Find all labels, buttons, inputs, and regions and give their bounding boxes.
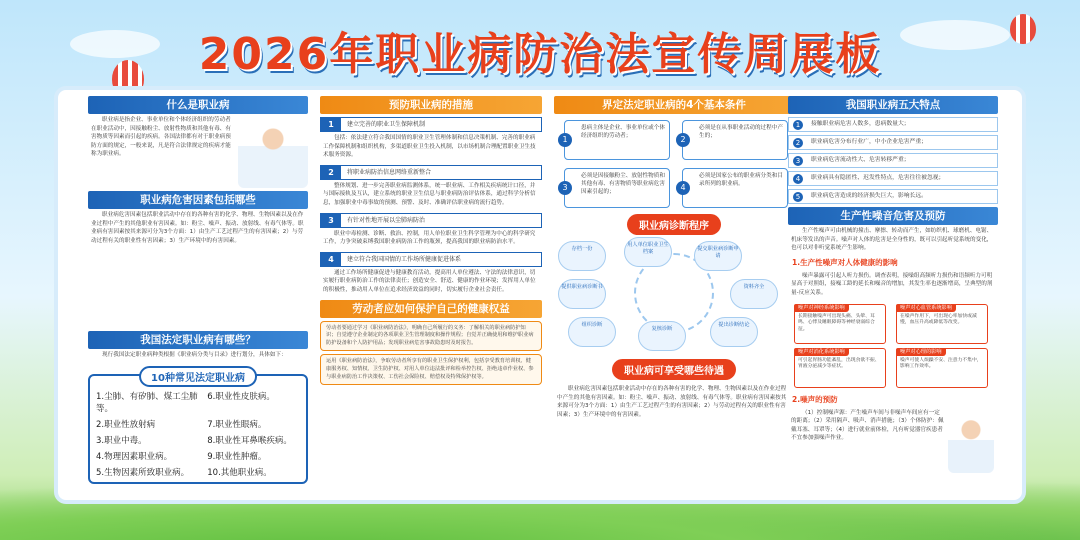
measure-item [320, 213, 542, 228]
condition-number: 1 [558, 133, 572, 147]
section-text: 噪声暴露可引起人听力损伤。调查表明，接噪组高频听力损伤和语频听力可明显高于对照组，接噪工龄的延长和噪音的增加，其发生率也逐渐增高，呈典型的剂量-反应关系。 [791, 272, 993, 296]
column-4 [788, 96, 998, 473]
measure-text: 职业中毒检测、诊断、救治、控制，用人单位职业卫生科学管理为中心的科学研究工作，力争突破束缚我国职业病防治工作的瓶颈，提高我国的职业病防治水平。 [323, 230, 536, 246]
feature-text: 接触职业病危害人数多，患病数量大； [811, 121, 910, 127]
section-header: 我国职业病五大特点 [788, 96, 998, 114]
feature-text: 职业病危害分布行业广，中小企业危害严重； [811, 139, 927, 145]
section-header: 我国法定职业病有哪些？ [88, 331, 308, 349]
section-text: 现行我国法定职业病种类根据《职业病分类与目录》进行划分，具体如下： [102, 352, 287, 358]
noise-effect-text: 在噪声作用下，可出现心率加快或减慢，血压升高或降低等改变。 [900, 313, 977, 326]
noise-effect-box [794, 304, 886, 344]
noise-effect-title: 噪声对神经系统影响 [794, 304, 849, 313]
condition-text: 必须是国家公布的职业病分类和目录所列的职业病。 [699, 173, 783, 187]
flow-step: 复核诊断 [638, 321, 686, 351]
list-item: 3.职业中毒。 [96, 435, 147, 446]
feature-item [788, 135, 998, 150]
feature-number: 1 [793, 120, 803, 130]
list-item: 9.职业性肿瘤。 [207, 451, 267, 462]
noise-effect-box [794, 348, 886, 388]
measure-text: 包括：依法建立符合我国国情的职业卫生管理体制和信息决策机制、完善的职业病工作保障机制和组织机构，多渠道职业卫生投入机制，以市场机制合理配置职业卫生技术服务资源。 [323, 135, 536, 159]
section-pill: 职业病诊断程序 [627, 214, 721, 235]
measure-number: 2 [321, 165, 341, 180]
noise-effect-text: 可引起胃肠功能紊乱，出现食欲不振、胃液分泌减少等症状。 [798, 357, 880, 370]
section-header: 职业病危害因素包括哪些 [88, 191, 308, 209]
noise-prevention-text: （1）控制噪声源：产生噪声车间与非噪声车间应有一定的距离；（2）采用隔声、吸声、消声措施；（3）个体防护：佩戴耳塞、耳罩等；（4）进行就业前体检，凡有听觉器官疾患者不宜参加强噪声作业。 [791, 409, 944, 442]
section-header: 生产性噪音危害及预防 [788, 207, 998, 225]
feature-item [788, 117, 998, 132]
flow-step: 存档一份 [558, 241, 606, 271]
section-text: 职业病危害因素包括职业活动中存在的各种有害的化学、物理、生物因素以及在作业过程中产生的其他职业有害因素。如：粉尘、噪声、振动、放射线、有毒气体等。职业病有害因素按其来源可分为3个方面：1）由生产工艺过程产生的有害因素；2）与劳动过程有关的职业性有害因素；3）生产环境中的有害因素。 [91, 212, 304, 244]
list-item: 4.物理因素职业病。 [96, 451, 173, 462]
condition-item [564, 120, 670, 160]
feature-number: 5 [793, 192, 803, 202]
condition-number: 2 [676, 133, 690, 147]
feature-item [788, 189, 998, 204]
column-1 [88, 96, 308, 484]
section-text: 职业病危害因素包括职业活动中存在的各种有害的化学、物理、生物因素以及在作业过程中产生的其他有害因素。如：粉尘、噪声、振动、放射线、有毒气体等。职业病有害因素按其来源可分为3个方面：1）由生产工艺过程产生的有害因素；2）与劳动过程有关的职业性有害因素；3）生产环境中的有害因素。 [557, 386, 787, 418]
flow-step: 资料齐全 [730, 279, 778, 309]
diagnosis-flow [554, 235, 794, 355]
noise-effect-box [896, 348, 988, 388]
worker-rights-box: 运用《职业病防治法》，争取劳动者所享有的职业卫生保护权利，包括享受教育培训权、健康服务权、知情权、卫生防护权、对用人单位违法批评和检举控告权、拒绝违章作业权、参与职业病防治工作决策权、工伤社会保险权、赔偿权及特殊保护权等。 [320, 354, 542, 385]
feature-item [788, 171, 998, 186]
list-item: 1.尘肺、有矽肺、煤工尘肺等。 [96, 391, 198, 414]
condition-item [682, 168, 788, 208]
column-3 [554, 96, 794, 421]
condition-text: 必须是因接触粉尘、放射性物质和其他有毒、有害物质等职业病危害因素引起的； [581, 173, 665, 195]
measure-number: 4 [321, 252, 341, 267]
noise-effect-title: 噪声对心理的影响 [896, 348, 946, 357]
feature-number: 4 [793, 174, 803, 184]
feature-number: 3 [793, 156, 803, 166]
worker-duties-box: 劳动者要通过学习《职业病防治法》，明确自己所履行的义务：了解相关的职业病防护知识；自觉遵守企业制定的各项职业卫生管理制度和操作规程；自觉并正确使用和维护职业病防护设备和个人防护用品；发现职业病危害事故隐患时及时报告。 [320, 321, 542, 352]
feature-number: 2 [793, 138, 803, 148]
measure-label: 建立完善的职业卫生保障机制 [347, 121, 426, 128]
measure-label: 有针对性地开展以尘肺病防治 [347, 216, 426, 224]
noise-effect-text: 噪声可使人烦躁不安、注意力不集中，影响工作效率。 [900, 357, 982, 370]
list-item: 10.其他职业病。 [207, 467, 272, 478]
flow-step: 提交职业病诊断申请 [694, 241, 742, 271]
occupational-disease-list [88, 374, 308, 484]
conditions-grid [554, 114, 794, 214]
list-item: 7.职业性眼病。 [207, 419, 267, 430]
section-pill: 职业病可享受哪些待遇 [612, 359, 736, 380]
subsection-title: 1.生产性噪声对人体健康的影响 [792, 257, 898, 267]
measure-item [320, 165, 542, 180]
condition-number: 3 [558, 181, 572, 195]
measure-label: 将职业病防治信息网络重新整合 [347, 168, 432, 176]
subsection-title: 2.噪声的预防 [792, 394, 838, 404]
section-header: 界定法定职业病的4个基本条件 [554, 96, 794, 114]
feature-text: 职业病危害流动性大、危害转移严重； [811, 157, 910, 163]
doctor-illustration-icon [238, 118, 308, 188]
condition-text: 患病主体是企业、事业单位或个体经济组织的劳动者； [581, 125, 665, 139]
noise-effect-box [896, 304, 988, 344]
feature-item [788, 153, 998, 168]
list-item: 2.职业性放射病 [96, 419, 156, 430]
feature-text: 职业病危害造成的经济损失巨大，影响长远。 [811, 193, 927, 199]
section-text: 生产性噪声可由机械的撞击、摩擦、转动而产生，如纺织机、球磨机、电锯、机床等发出的声音。噪声对人体的危害是全身性的，既可以引起听觉系统的变化，也可以对非听觉系统产生影响。 [791, 228, 993, 252]
list-item: 5.生物因素所致职业病。 [96, 467, 190, 478]
measure-item [320, 117, 542, 132]
noise-effects-grid [788, 300, 998, 392]
page-title: 2026年职业病防治法宣传周展板 [198, 29, 882, 80]
feature-text: 职业病具有隐匿性、迟发性特点，危害往往被忽视； [811, 175, 945, 181]
flow-step: 提出诊断结论 [710, 317, 758, 347]
condition-item [564, 168, 670, 208]
flow-step: 提供职业病诊断书 [558, 279, 606, 309]
condition-number: 4 [676, 181, 690, 195]
condition-item [682, 120, 788, 160]
flow-step: 组织诊断 [568, 317, 616, 347]
measure-label: 建立符合我国国情的工作场所健康促进体系 [347, 255, 462, 263]
section-header: 什么是职业病 [88, 96, 308, 114]
noise-effect-text: 长期接触噪声可出现头痛、头晕、耳鸣、心悸及睡眠障碍等神经衰弱综合征。 [798, 313, 875, 332]
noise-effect-title: 噪声对消化系统影响 [794, 348, 849, 357]
flow-step: 用人单位职业卫生档案 [624, 237, 672, 267]
list-item: 6.职业性皮肤病。 [207, 391, 275, 402]
measure-text: 通过工作场所健康促进与健康教育活动，提高用人单位遵法、守法的法律意识，切实履行职业病防治工作的法律责任；创造安全、舒适、健康的作业环境；发挥用人单位的积极性，推动用人单位在追求经济效益的同时，切实履行企业社会责任。 [323, 269, 536, 293]
column-2 [320, 96, 542, 385]
measure-item [320, 252, 542, 267]
measure-number: 3 [321, 213, 341, 228]
list-item: 8.职业性耳鼻喉疾病。 [207, 435, 292, 446]
measure-number: 1 [321, 117, 341, 132]
doctor-mascot-icon [948, 413, 994, 473]
section-header: 预防职业病的措施 [320, 96, 542, 114]
section-header: 劳动者应如何保护自己的健康权益 [320, 300, 542, 318]
list-title: 10种常见法定职业病 [139, 366, 257, 387]
noise-effect-title: 噪声对心血管系统影响 [896, 304, 956, 313]
section-text: 职业病是指企业、事业单位和个体经济组织的劳动者在职业活动中，因接触粉尘、放射性物质和其他有毒、有害物质等因素而引起的疾病。各国法律都有对于职业病预防方面的规定，一般来说，凡是符合法律规定的疾病才能称为职业病。 [91, 117, 231, 158]
measure-text: 整体规划、进一步完善职业病监测体系，统一职业病、工作相关疾病统计口径，并与国际接轨及互认，建立系统的职业卫生信息与职业病防治评估体系，通过科学分析信息，加强职业中毒事故的预测、预警、及时、准确评估职业病的流行趋势。 [323, 182, 536, 206]
condition-text: 必须是在从事职业活动的过程中产生的； [699, 125, 783, 139]
